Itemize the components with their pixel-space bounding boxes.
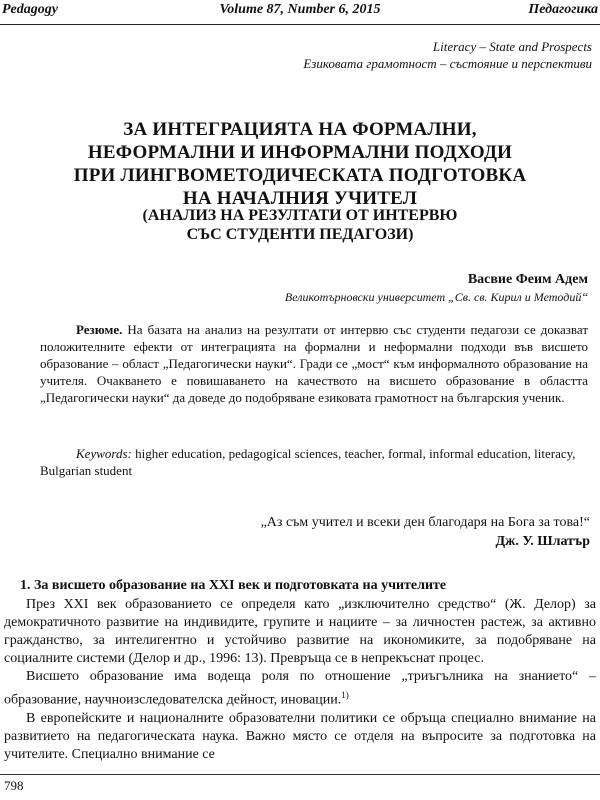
journal-name-en: Pedagogy	[2, 2, 58, 17]
paragraph-text: Висшето образование има водеща роля по отношение „триъгълника на знанието“ – образование, научноизследователска дейност, иновации.	[4, 669, 596, 708]
page-number: 798	[4, 778, 24, 793]
abstract-text: На базата на анализ на резултати от интервю със студенти педагози се доказват положителните ефекти от интеграцията на формални и неформални подходи във висшето образование – област „Педагогически науки“. Гради се „мост“ към информалното образование на учителя. Очакването е повишаването на качеството на висшето образование в областта „Педагогически науки“ да доведе до подобряване езиковата грамотност на българския ученик.	[40, 322, 588, 405]
keywords-label: Keywords:	[76, 446, 132, 461]
title-line-4: НА НАЧАЛНИЯ УЧИТЕЛ	[182, 188, 418, 209]
running-header	[0, 0, 600, 25]
subtitle-line-2: СЪС СТУДЕНТИ ПЕДАГОЗИ)	[186, 226, 414, 243]
title-line-1: ЗА ИНТЕГРАЦИЯТА НА ФОРМАЛНИ,	[123, 119, 477, 140]
paragraph: В европейските и националните образователни политики се обръща специално внимание на развитието на педагогическата наука. Важно място се отделя на въпросите за подготовка на учителите. Специално внимание се	[4, 710, 596, 762]
volume-info: Volume 87, Number 6, 2015	[219, 2, 381, 17]
abstract-label: Резюме.	[76, 322, 123, 337]
section-tag	[303, 38, 592, 72]
abstract	[40, 321, 588, 406]
paragraph: През XXI век образованието се определя като „изключително средство“ (Ж. Делор) за демократичното развитие на индивидите, групите и нациите – за личностен растеж, за активно гражданство, за интелигентно и устойчиво развитие на икономиките, за подобряване на социалните системи (Делор и др., 1996: 13). Превръща се в непрекъснат процес.	[4, 597, 596, 666]
author-affiliation: Великотърновски университет „Св. св. Кирил и Методий“	[284, 290, 588, 304]
paragraph	[4, 668, 596, 710]
section-tag-bg: Езиковата грамотност – състояние и перспективи	[303, 56, 592, 71]
title-line-2: НЕФОРМАЛНИ И ИНФОРМАЛНИ ПОДХОДИ	[87, 142, 513, 163]
body-text	[4, 596, 596, 764]
epigraph	[261, 513, 590, 551]
subtitle-line-1: (АНАЛИЗ НА РЕЗУЛТАТИ ОТ ИНТЕРВЮ	[142, 207, 458, 224]
journal-name-bg: Педагогика	[528, 2, 598, 17]
section-tag-en: Literacy – State and Prospects	[432, 39, 592, 54]
keywords	[40, 445, 588, 479]
article-subtitle	[40, 206, 560, 244]
keywords-text: higher education, pedagogical sciences, teacher, formal, informal education, literacy, Bulgarian student	[40, 446, 576, 478]
author-name: Васвие Феим Адем	[467, 272, 588, 287]
article-title	[40, 118, 560, 210]
title-line-3: ПРИ ЛИНГВОМЕТОДИЧЕСКАТА ПОДГОТОВКА	[73, 165, 527, 186]
section-heading: 1. За висшето образование на XXI век и подготовката на учителите	[20, 578, 447, 593]
footnote-marker[interactable]: 1)	[341, 690, 349, 700]
epigraph-author: Дж. У. Шлатър	[495, 534, 590, 549]
footer-divider	[0, 774, 600, 775]
epigraph-quote: „Аз съм учител и всеки ден благодаря на Бога за това!“	[260, 515, 590, 530]
